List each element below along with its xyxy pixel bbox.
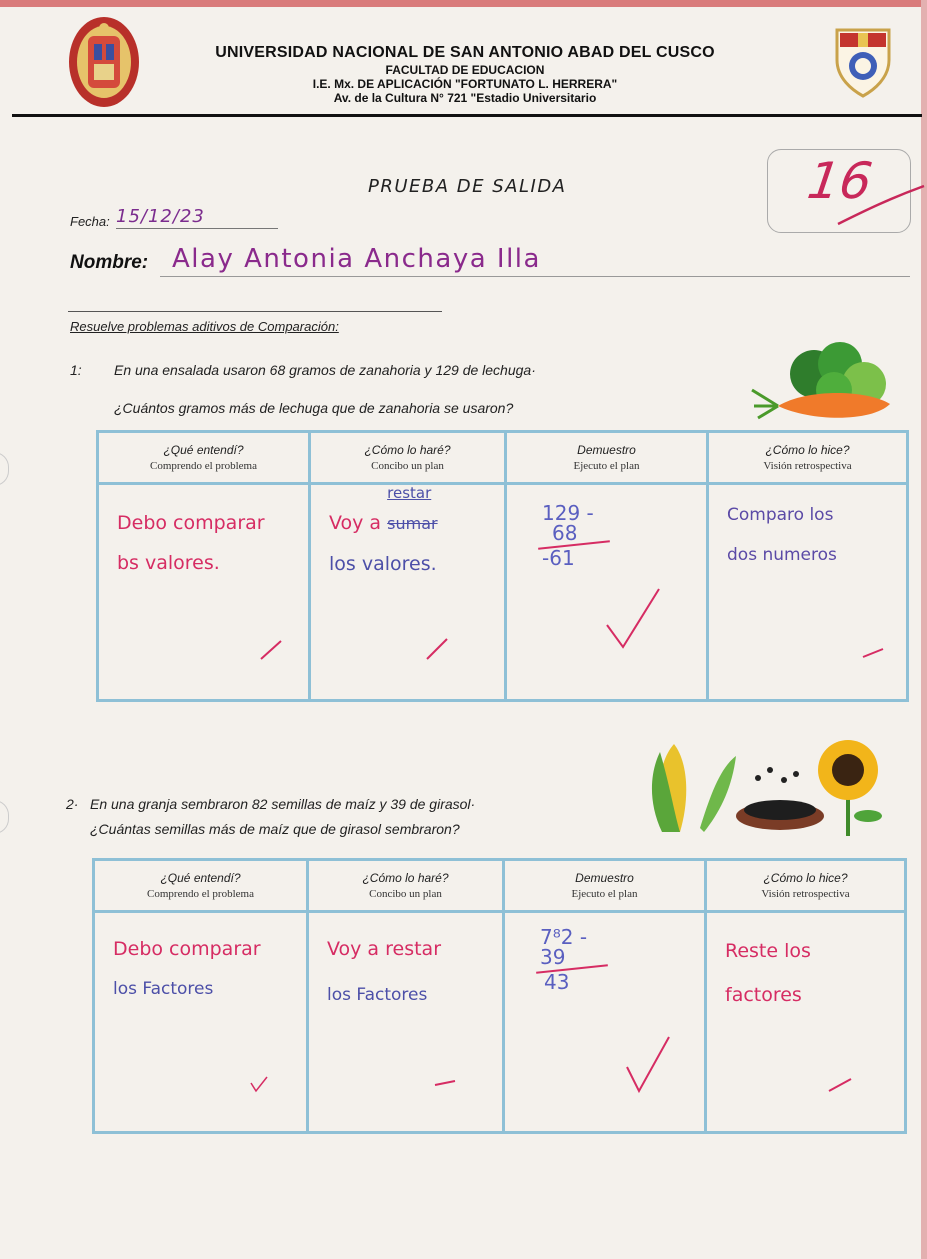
problem-2-statement: En una granja sembraron 82 semillas de maíz y 39 de girasol· [90,796,476,812]
col-header-demuestro: Demuestro Ejecuto el plan [506,432,708,484]
check-mark-icon [255,633,285,663]
p2-answer-entendi: Debo comparar los Factores [94,912,308,1133]
check-mark-icon [603,585,663,655]
col-header-hice: ¿Cómo lo hice? Visión retrospectiva [706,860,906,912]
col-header-hare: ¿Cómo lo haré? Concibo un plan [308,860,504,912]
vegetables-image [748,334,896,426]
problem-1-table [96,430,909,702]
problem-2-number: 2· [66,796,79,812]
check-mark-icon [825,1073,855,1095]
nombre-underline [160,276,910,277]
p2-answer-hare: Voy a restar los Factores [308,912,504,1133]
problem-1-number: 1: [70,362,82,378]
school-name: I.E. Mx. DE APLICACIÓN "FORTUNATO L. HERRERA" [312,77,618,91]
faculty-name: FACULTAD DE EDUCACION [385,63,545,77]
fecha-value: 15/12/23 [116,206,205,227]
p1-answer-demuestro: 129 - 68 -61 [506,484,708,701]
col-header-hice: ¿Cómo lo hice? Visión retrospectiva [708,432,908,484]
check-mark-icon [623,1033,673,1097]
p1-answer-hare: Voy a sumar restar los valores. [310,484,506,701]
header-rule [12,114,922,117]
problem-1-statement: En una ensalada usaron 68 gramos de zanahoria y 129 de lechuga· [114,362,536,378]
school-address: Av. de la Cultura N° 721 "Estadio Universitario [333,91,597,105]
punch-hole [0,800,9,834]
col-header-entendi: ¿Qué entendí? Comprendo el problema [98,432,310,484]
corn-sunflower-image [640,738,892,838]
check-mark-icon [247,1073,271,1095]
problem-2-question: ¿Cuántas semillas más de maíz que de girasol sembraron? [90,821,460,837]
section-rule [68,311,442,312]
problem-2-table [92,858,907,1134]
university-crest-logo [66,14,142,110]
page-border-top [0,0,927,7]
punch-hole [0,452,9,486]
p1-answer-entendi: Debo comparar bs valores. [98,484,310,701]
grade-value: 16 [803,152,876,210]
university-name: UNIVERSIDAD NACIONAL DE SAN ANTONIO ABAD DEL CUSCO [215,44,715,61]
section-title: Resuelve problemas aditivos de Comparación: [70,319,339,334]
check-mark-icon [431,1075,461,1091]
col-header-entendi: ¿Qué entendí? Comprendo el problema [94,860,308,912]
check-mark-icon [421,633,451,663]
nombre-value: Alay Antonia Anchaya Illa [172,244,541,274]
fecha-label: Fecha: [70,214,110,229]
problem-1-question: ¿Cuántos gramos más de lechuga que de zanahoria se usaron? [114,400,514,416]
check-mark-icon [859,641,889,661]
p2-answer-demuestro: 7⁸2 - 39 43 [504,912,706,1133]
p1-answer-hice: Comparo los dos numeros [708,484,908,701]
fecha-underline [116,228,278,229]
col-header-demuestro: Demuestro Ejecuto el plan [504,860,706,912]
grade-strike-mark [836,180,926,230]
page-title: PRUEBA DE SALIDA [368,176,567,197]
p2-answer-hice: Reste los factores [706,912,906,1133]
school-header [140,44,790,105]
school-shield-logo [834,26,892,98]
nombre-label: Nombre: [70,252,149,273]
col-header-hare: ¿Cómo lo haré? Concibo un plan [310,432,506,484]
